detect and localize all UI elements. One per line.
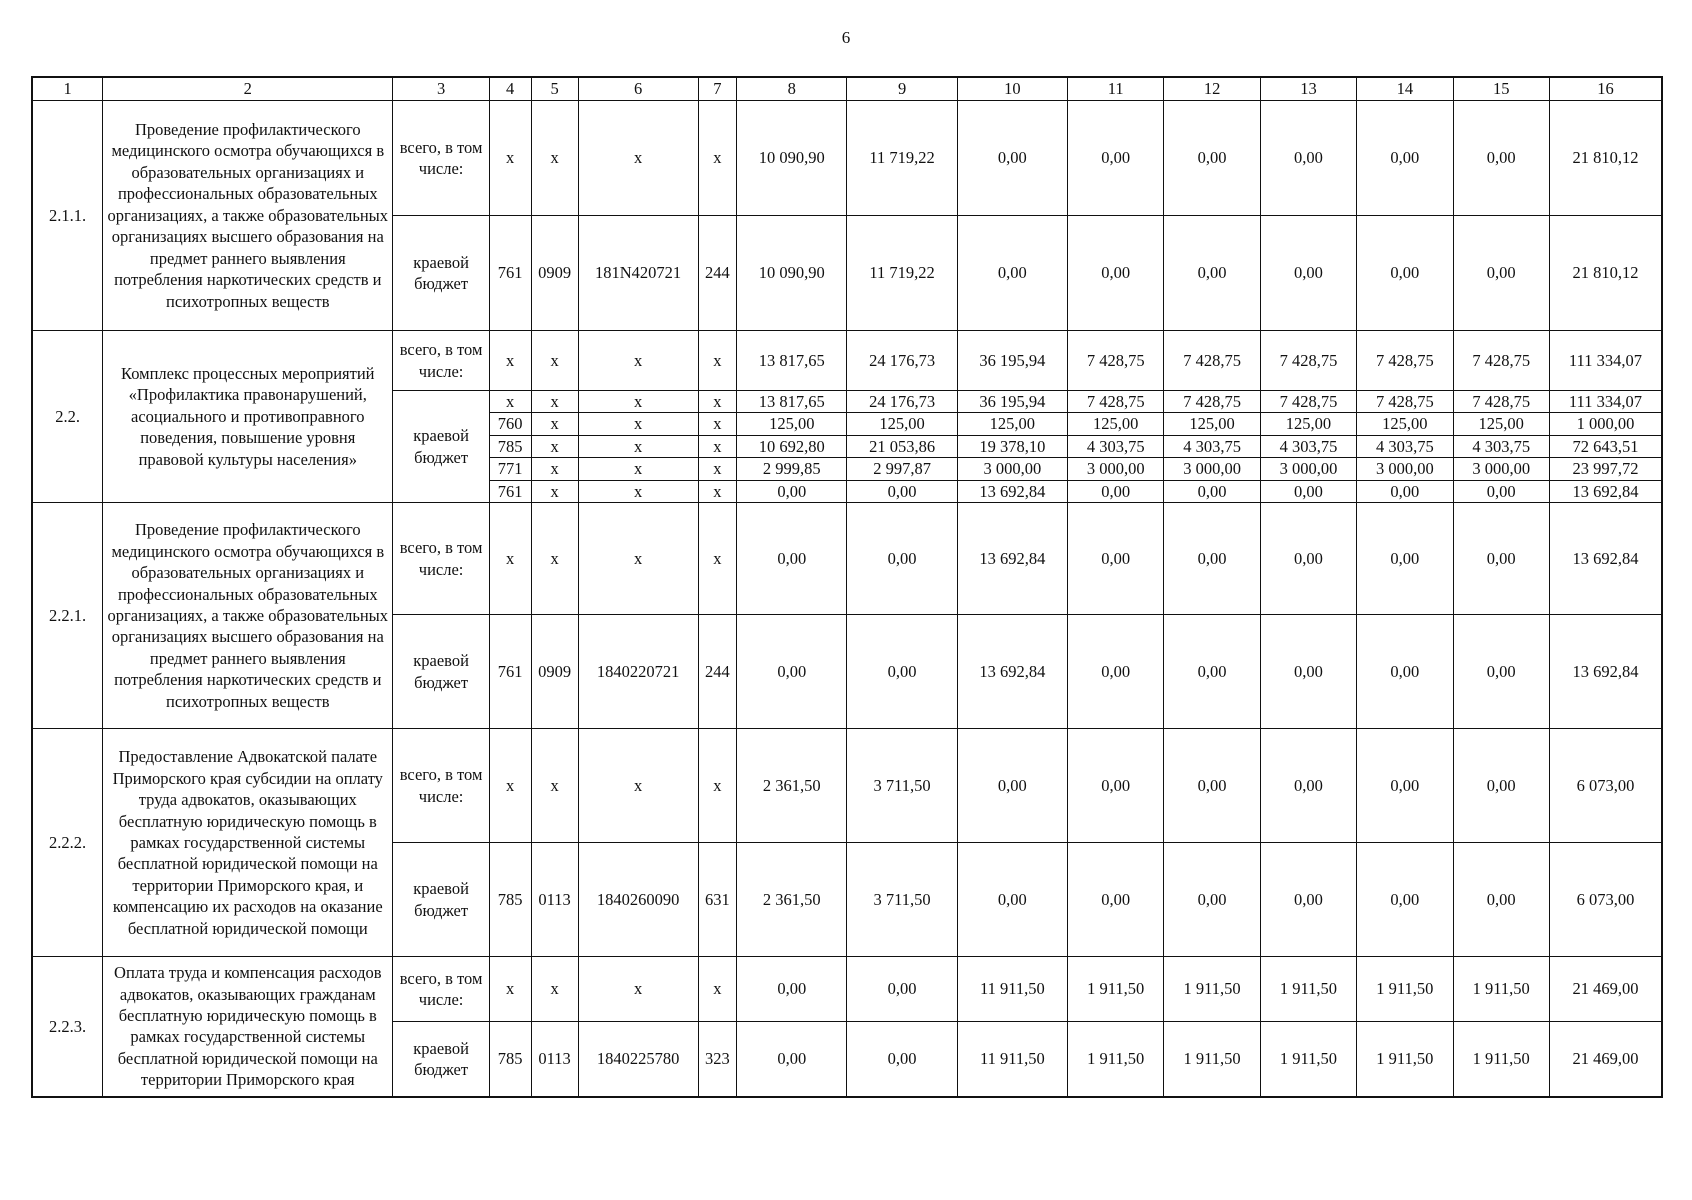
amount-total: 6 073,00 <box>1549 729 1662 843</box>
amount-total: 111 334,07 <box>1549 331 1662 391</box>
amount-cell: 13 817,65 <box>737 331 847 391</box>
amount-cell: 13 692,84 <box>957 503 1067 615</box>
amount-cell: 0,00 <box>1453 503 1549 615</box>
kbk-rzpr: x <box>531 458 578 480</box>
amount-cell: 2 999,85 <box>737 458 847 480</box>
kbk-grbs: 761 <box>489 216 531 331</box>
amount-cell: 0,00 <box>737 480 847 502</box>
amount-cell: 3 000,00 <box>1453 458 1549 480</box>
amount-cell: 0,00 <box>737 957 847 1022</box>
kbk-grbs: x <box>489 503 531 615</box>
kbk-vr: x <box>698 458 737 480</box>
column-number-header: 3 <box>393 77 489 101</box>
amount-cell: 3 000,00 <box>1357 458 1453 480</box>
amount-cell: 125,00 <box>1164 413 1260 435</box>
column-number-header: 15 <box>1453 77 1549 101</box>
item-title: Проведение профилактического медицинского осмотра обучающихся в образовательных организациях и профессиональных образовательных организациях, а также образовательных организациях высшего образования на предмет раннего выявления потребления наркотических средств и психотропных веществ <box>103 503 393 729</box>
amount-cell: 24 176,73 <box>847 391 957 413</box>
kbk-csr: 1840225780 <box>578 1022 698 1097</box>
kbk-vr: x <box>698 413 737 435</box>
item-code: 2.2.1. <box>32 503 103 729</box>
funding-source: краевой бюджет <box>393 615 489 729</box>
kbk-csr: x <box>578 480 698 502</box>
kbk-csr: x <box>578 101 698 216</box>
kbk-csr: 181N420721 <box>578 216 698 331</box>
amount-cell: 0,00 <box>737 1022 847 1097</box>
amount-cell: 125,00 <box>1453 413 1549 435</box>
kbk-grbs: 761 <box>489 615 531 729</box>
kbk-grbs: x <box>489 391 531 413</box>
kbk-rzpr: x <box>531 435 578 457</box>
amount-cell: 0,00 <box>1357 503 1453 615</box>
amount-cell: 7 428,75 <box>1260 391 1356 413</box>
item-code: 2.2.2. <box>32 729 103 957</box>
amount-cell: 0,00 <box>1260 480 1356 502</box>
kbk-csr: 1840260090 <box>578 843 698 957</box>
amount-total: 23 997,72 <box>1549 458 1662 480</box>
kbk-rzpr: x <box>531 101 578 216</box>
amount-cell: 0,00 <box>847 957 957 1022</box>
amount-cell: 1 911,50 <box>1164 957 1260 1022</box>
amount-cell: 1 911,50 <box>1068 1022 1164 1097</box>
amount-cell: 7 428,75 <box>1068 391 1164 413</box>
amount-cell: 7 428,75 <box>1453 331 1549 391</box>
amount-cell: 2 997,87 <box>847 458 957 480</box>
amount-cell: 24 176,73 <box>847 331 957 391</box>
amount-cell: 10 692,80 <box>737 435 847 457</box>
kbk-vr: x <box>698 480 737 502</box>
amount-cell: 1 911,50 <box>1453 1022 1549 1097</box>
amount-cell: 4 303,75 <box>1068 435 1164 457</box>
kbk-csr: x <box>578 413 698 435</box>
column-number-header: 5 <box>531 77 578 101</box>
amount-cell: 10 090,90 <box>737 216 847 331</box>
amount-cell: 0,00 <box>1453 729 1549 843</box>
kbk-csr: 1840220721 <box>578 615 698 729</box>
amount-cell: 1 911,50 <box>1357 1022 1453 1097</box>
column-number-header: 1 <box>32 77 103 101</box>
amount-cell: 0,00 <box>737 503 847 615</box>
kbk-vr: x <box>698 331 737 391</box>
amount-cell: 13 692,84 <box>957 615 1067 729</box>
amount-total: 21 469,00 <box>1549 957 1662 1022</box>
amount-cell: 0,00 <box>1068 843 1164 957</box>
amount-cell: 11 719,22 <box>847 101 957 216</box>
amount-cell: 125,00 <box>1068 413 1164 435</box>
kbk-grbs: 785 <box>489 843 531 957</box>
amount-cell: 7 428,75 <box>1260 331 1356 391</box>
amount-total: 1 000,00 <box>1549 413 1662 435</box>
amount-cell: 0,00 <box>1453 216 1549 331</box>
kbk-grbs: x <box>489 101 531 216</box>
amount-cell: 7 428,75 <box>1453 391 1549 413</box>
amount-cell: 1 911,50 <box>1164 1022 1260 1097</box>
amount-cell: 0,00 <box>957 101 1067 216</box>
amount-cell: 0,00 <box>1357 101 1453 216</box>
amount-cell: 3 000,00 <box>1068 458 1164 480</box>
amount-cell: 1 911,50 <box>1260 957 1356 1022</box>
amount-cell: 0,00 <box>1453 843 1549 957</box>
kbk-grbs: 771 <box>489 458 531 480</box>
amount-cell: 7 428,75 <box>1164 391 1260 413</box>
table-row <box>32 729 1662 843</box>
amount-total: 21 469,00 <box>1549 1022 1662 1097</box>
kbk-csr: x <box>578 435 698 457</box>
amount-cell: 0,00 <box>1453 480 1549 502</box>
item-title: Оплата труда и компенсация расходов адвокатов, оказывающих гражданам бесплатную юридическую помощь в рамках государственной системы бесплатной юридической помощи на территории Приморского края <box>103 957 393 1097</box>
amount-cell: 4 303,75 <box>1260 435 1356 457</box>
amount-cell: 11 911,50 <box>957 1022 1067 1097</box>
amount-cell: 7 428,75 <box>1357 331 1453 391</box>
amount-cell: 1 911,50 <box>1260 1022 1356 1097</box>
amount-cell: 125,00 <box>957 413 1067 435</box>
column-number-header: 6 <box>578 77 698 101</box>
kbk-csr: x <box>578 957 698 1022</box>
funding-source: всего, в том числе: <box>393 729 489 843</box>
column-number-header: 11 <box>1068 77 1164 101</box>
kbk-rzpr: 0909 <box>531 216 578 331</box>
amount-cell: 19 378,10 <box>957 435 1067 457</box>
amount-cell: 3 000,00 <box>1260 458 1356 480</box>
amount-cell: 125,00 <box>847 413 957 435</box>
kbk-rzpr: x <box>531 391 578 413</box>
amount-cell: 1 911,50 <box>1453 957 1549 1022</box>
amount-cell: 125,00 <box>1260 413 1356 435</box>
column-number-header: 10 <box>957 77 1067 101</box>
kbk-vr: x <box>698 957 737 1022</box>
kbk-csr: x <box>578 503 698 615</box>
kbk-rzpr: x <box>531 413 578 435</box>
column-number-header: 12 <box>1164 77 1260 101</box>
funding-source: краевой бюджет <box>393 843 489 957</box>
amount-cell: 7 428,75 <box>1357 391 1453 413</box>
kbk-rzpr: x <box>531 729 578 843</box>
kbk-csr: x <box>578 458 698 480</box>
kbk-rzpr: 0113 <box>531 843 578 957</box>
funding-source: всего, в том числе: <box>393 503 489 615</box>
amount-total: 6 073,00 <box>1549 843 1662 957</box>
amount-cell: 13 692,84 <box>957 480 1067 502</box>
amount-cell: 13 817,65 <box>737 391 847 413</box>
amount-cell: 125,00 <box>737 413 847 435</box>
amount-cell: 3 711,50 <box>847 843 957 957</box>
amount-cell: 3 000,00 <box>957 458 1067 480</box>
kbk-csr: x <box>578 391 698 413</box>
amount-cell: 0,00 <box>1164 843 1260 957</box>
kbk-vr: x <box>698 729 737 843</box>
kbk-rzpr: x <box>531 480 578 502</box>
kbk-grbs: 761 <box>489 480 531 502</box>
amount-cell: 3 000,00 <box>1164 458 1260 480</box>
amount-cell: 0,00 <box>1068 729 1164 843</box>
table-row <box>32 957 1662 1022</box>
amount-total: 21 810,12 <box>1549 101 1662 216</box>
amount-total: 13 692,84 <box>1549 480 1662 502</box>
item-title: Комплекс процессных мероприятий «Профилактика правонарушений, асоциального и противоправного поведения, повышение уровня правовой культуры населения» <box>103 331 393 503</box>
header-row <box>32 77 1662 101</box>
item-code: 2.2. <box>32 331 103 503</box>
kbk-grbs: 785 <box>489 1022 531 1097</box>
amount-cell: 36 195,94 <box>957 391 1067 413</box>
item-title: Проведение профилактического медицинского осмотра обучающихся в образовательных организациях и профессиональных образовательных организациях, а также образовательных организациях высшего образования на предмет раннего выявления потребления наркотических средств и психотропных веществ <box>103 101 393 331</box>
column-number-header: 2 <box>103 77 393 101</box>
table-row <box>32 101 1662 216</box>
amount-cell: 0,00 <box>1068 101 1164 216</box>
funding-source: всего, в том числе: <box>393 331 489 391</box>
kbk-csr: x <box>578 729 698 843</box>
kbk-vr: x <box>698 435 737 457</box>
kbk-rzpr: x <box>531 503 578 615</box>
amount-cell: 10 090,90 <box>737 101 847 216</box>
column-number-header: 13 <box>1260 77 1356 101</box>
page-number: 6 <box>841 28 851 47</box>
budget-table <box>31 76 1663 1098</box>
amount-total: 72 643,51 <box>1549 435 1662 457</box>
amount-cell: 1 911,50 <box>1068 957 1164 1022</box>
amount-total: 13 692,84 <box>1549 615 1662 729</box>
column-number-header: 9 <box>847 77 957 101</box>
kbk-vr: x <box>698 391 737 413</box>
column-number-header: 16 <box>1549 77 1662 101</box>
amount-cell: 0,00 <box>1260 615 1356 729</box>
kbk-rzpr: x <box>531 331 578 391</box>
amount-cell: 2 361,50 <box>737 729 847 843</box>
amount-cell: 0,00 <box>847 503 957 615</box>
amount-cell: 0,00 <box>847 1022 957 1097</box>
amount-cell: 0,00 <box>1357 480 1453 502</box>
amount-cell: 0,00 <box>957 729 1067 843</box>
kbk-grbs: 785 <box>489 435 531 457</box>
amount-cell: 0,00 <box>1164 216 1260 331</box>
kbk-vr: 244 <box>698 216 737 331</box>
amount-cell: 0,00 <box>1260 503 1356 615</box>
column-number-header: 14 <box>1357 77 1453 101</box>
amount-cell: 0,00 <box>737 615 847 729</box>
amount-cell: 7 428,75 <box>1164 331 1260 391</box>
amount-total: 111 334,07 <box>1549 391 1662 413</box>
amount-cell: 0,00 <box>1260 216 1356 331</box>
amount-cell: 0,00 <box>1164 615 1260 729</box>
kbk-grbs: 760 <box>489 413 531 435</box>
kbk-grbs: x <box>489 957 531 1022</box>
amount-cell: 0,00 <box>1260 729 1356 843</box>
amount-cell: 0,00 <box>1260 843 1356 957</box>
amount-cell: 0,00 <box>847 480 957 502</box>
table-row <box>32 503 1662 615</box>
item-code: 2.2.3. <box>32 957 103 1097</box>
kbk-vr: 631 <box>698 843 737 957</box>
amount-cell: 4 303,75 <box>1453 435 1549 457</box>
amount-total: 21 810,12 <box>1549 216 1662 331</box>
funding-source: краевой бюджет <box>393 1022 489 1097</box>
amount-cell: 1 911,50 <box>1357 957 1453 1022</box>
amount-cell: 4 303,75 <box>1357 435 1453 457</box>
amount-total: 13 692,84 <box>1549 503 1662 615</box>
amount-cell: 36 195,94 <box>957 331 1067 391</box>
amount-cell: 0,00 <box>1357 843 1453 957</box>
amount-cell: 0,00 <box>1164 503 1260 615</box>
kbk-grbs: x <box>489 331 531 391</box>
amount-cell: 0,00 <box>1164 101 1260 216</box>
amount-cell: 11 911,50 <box>957 957 1067 1022</box>
column-number-header: 7 <box>698 77 737 101</box>
column-number-header: 4 <box>489 77 531 101</box>
funding-source: краевой бюджет <box>393 216 489 331</box>
kbk-grbs: x <box>489 729 531 843</box>
amount-cell: 0,00 <box>957 216 1067 331</box>
amount-cell: 0,00 <box>1357 615 1453 729</box>
amount-cell: 0,00 <box>1068 480 1164 502</box>
kbk-rzpr: 0113 <box>531 1022 578 1097</box>
amount-cell: 0,00 <box>1068 503 1164 615</box>
amount-cell: 0,00 <box>957 843 1067 957</box>
amount-cell: 0,00 <box>1068 216 1164 331</box>
amount-cell: 0,00 <box>1260 101 1356 216</box>
amount-cell: 2 361,50 <box>737 843 847 957</box>
amount-cell: 0,00 <box>1357 216 1453 331</box>
amount-cell: 125,00 <box>1357 413 1453 435</box>
amount-cell: 4 303,75 <box>1164 435 1260 457</box>
amount-cell: 3 711,50 <box>847 729 957 843</box>
item-code: 2.1.1. <box>32 101 103 331</box>
kbk-vr: x <box>698 503 737 615</box>
column-number-header: 8 <box>737 77 847 101</box>
amount-cell: 0,00 <box>1357 729 1453 843</box>
amount-cell: 21 053,86 <box>847 435 957 457</box>
funding-source: всего, в том числе: <box>393 957 489 1022</box>
amount-cell: 11 719,22 <box>847 216 957 331</box>
amount-cell: 0,00 <box>1068 615 1164 729</box>
kbk-vr: 323 <box>698 1022 737 1097</box>
amount-cell: 7 428,75 <box>1068 331 1164 391</box>
amount-cell: 0,00 <box>1164 729 1260 843</box>
amount-cell: 0,00 <box>1453 615 1549 729</box>
table-row <box>32 331 1662 391</box>
amount-cell: 0,00 <box>1164 480 1260 502</box>
kbk-vr: 244 <box>698 615 737 729</box>
kbk-rzpr: 0909 <box>531 615 578 729</box>
kbk-csr: x <box>578 331 698 391</box>
item-title: Предоставление Адвокатской палате Приморского края субсидии на оплату труда адвокатов, оказывающих бесплатную юридическую помощь в рамках государственной системы бесплатной юридической помощи на территории Приморского края, и компенсацию их расходов на оказание бесплатной юридической помощи <box>103 729 393 957</box>
funding-source: всего, в том числе: <box>393 101 489 216</box>
amount-cell: 0,00 <box>847 615 957 729</box>
kbk-vr: x <box>698 101 737 216</box>
funding-source: краевой бюджет <box>393 391 489 503</box>
kbk-rzpr: x <box>531 957 578 1022</box>
amount-cell: 0,00 <box>1453 101 1549 216</box>
